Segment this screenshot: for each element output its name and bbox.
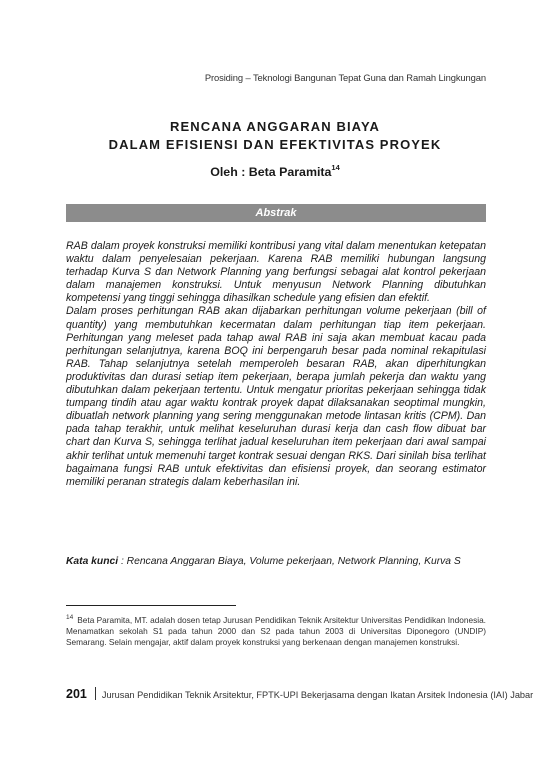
keywords-text: : Rencana Anggaran Biaya, Volume pekerjaan, Network Planning, Kurva S <box>118 556 461 567</box>
abstract-body <box>66 240 486 489</box>
author-footnote-mark: 14 <box>331 163 340 172</box>
footnote-mark: 14 <box>66 614 74 621</box>
page-number: 201 <box>66 687 87 701</box>
abstract-paragraph-1: RAB dalam proyek konstruksi memiliki kontribusi yang vital dalam menentukan ketepatan waktu dalam penyelesaian pekerjaan. Karena RAB memiliki hubungan langsung terhadap Kurva S dan Network Planning yang berfungsi sebagai alat kontrol pekerjaan dalam manajemen konstruksi. Untuk menyusun Network Planning dibutuhkan kompetensi yang tinggi sehingga dihasilkan schedule yang efisien dan efektif. <box>66 240 486 305</box>
author-line <box>0 164 550 179</box>
footer-separator <box>95 687 96 700</box>
abstract-paragraph-2: Dalam proses perhitungan RAB akan dijabarkan perhitungan volume pekerjaan (bill of quantity) yang membutuhkan kecermatan dalam perhitungan tiap item pekerjaan. Perhitungan yang meleset pada tahap awal RAB ini saja akan membuat kacau pada perhitungan selanjutnya, karena BOQ ini berpengaruh besar pada nominal rekapitulasi RAB. Tahap selanjutnya setelah memperoleh besaran RAB, akan diperhitungkan produktivitas dan durasi setiap item pekerjaan, berapa jumlah pekerja dan waktu yang dibutuhkan dalam pekerjaan tertentu. Untuk mengatur prioritas pekerjaan sehingga tidak tumpang tindih atau agar waktu kontrak proyek dapat dilaksanakan seoptimal mungkin, dibuatlah network planning yang sering menggunakan metode lintasan kritis (CPM). Dan pada tahap terakhir, untuk melihat keseluruhan durasi kerja dan cash flow dibuat bar chart dan Kurva S, sehingga terlihat jadual keseluruhan item pekerjaan dari awal sampai akhir terlihat untuk memenuhi target kontrak sesuai dengan RKS. Dari sinilah bisa terlihat bagaimana fungsi RAB untuk efektivitas dan efisiensi proyek, dan seorang estimator memiliki peranan strategis dalam keberhasilan ini. <box>66 305 486 488</box>
abstract-heading: Abstrak <box>66 204 486 222</box>
page-footer <box>66 687 534 701</box>
footnote <box>66 612 486 648</box>
footnote-divider <box>66 605 236 606</box>
footer-text: Jurusan Pendidikan Teknik Arsitektur, FPTK-UPI Bekerjasama dengan Ikatan Arsitek Indonesia (IAI) Jabar <box>101 690 534 700</box>
paper-title-line-1: RENCANA ANGGARAN BIAYA <box>169 119 381 134</box>
footnote-text: Beta Paramita, MT. adalah dosen tetap Jurusan Pendidikan Teknik Arsitektur Universitas Pendidikan Indonesia. Menamatkan sekolah S1 pada tahun 2000 dan S2 pada tahun 2003 di Universitas Diponegoro (UNDIP) Semarang. Selain mengajar, aktif dalam proyek konstruksi yang berkenaan dengan manajemen konstruksi. <box>66 614 486 648</box>
paper-title-line-2: DALAM EFISIENSI DAN EFEKTIVITAS PROYEK <box>108 137 442 152</box>
running-head: Prosiding – Teknologi Bangunan Tepat Guna dan Ramah Lingkungan <box>204 72 486 83</box>
author-name: Oleh : Beta Paramita <box>210 165 332 180</box>
keywords <box>66 556 506 567</box>
keywords-label: Kata kunci <box>66 556 119 567</box>
